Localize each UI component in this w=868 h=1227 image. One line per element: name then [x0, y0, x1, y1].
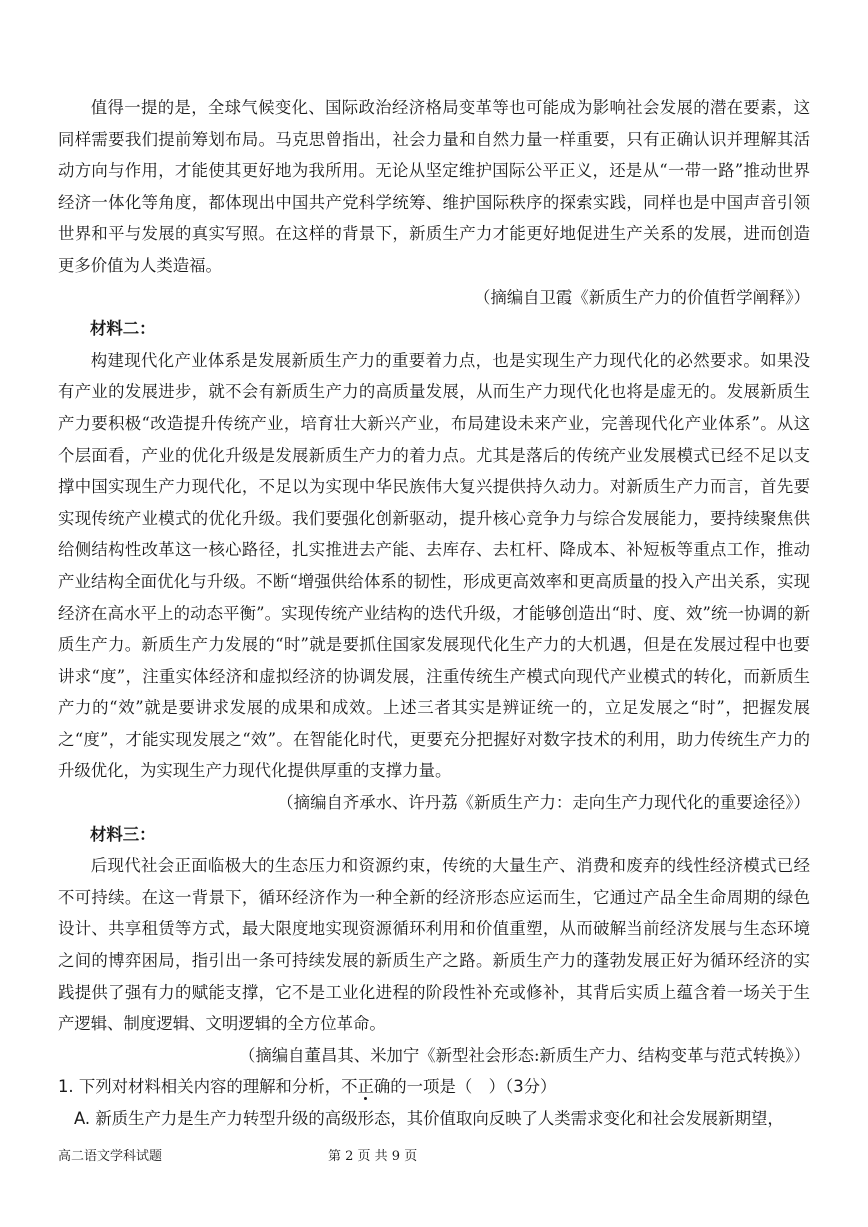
question-1: [58, 1071, 810, 1103]
material2-paragraph: 构建现代化产业体系是发展新质生产力的重要着力点，也是实现生产力现代化的必然要求。如果没有产业的发展进步，就不会有新质生产力的高质量发展，从而生产力现代化也将是虚无的。发展新质生产力要积极“改造提升传统产业，培育壮大新兴产业，布局建设未来产业，完善现代化产业体系”。从这个层面看，产业的优化升级是发展新质生产力的着力点。尤其是落后的传统产业发展模式已经不足以支撑中国实现生产力现代化，不足以为实现中华民族伟大复兴提供持久动力。对新质生产力而言，首先要实现传统产业模式的优化升级。我们要强化创新驱动，提升核心竞争力与综合发展能力，要持续聚焦供给侧结构性改革这一核心路径，扎实推进去产能、去库存、去杠杆、降成本、补短板等重点工作，推动产业结构全面优化与升级。不断“增强供给体系的韧性，形成更高效率和更高质量的投入产出关系，实现经济在高水平上的动态平衡”。实现传统产业结构的迭代升级，才能够创造出“时、度、效”统一协调的新质生产力。新质生产力发展的“时”就是要抓住国家发展现代化生产力的大机遇，但是在发展过程中也要讲求“度”，注重实体经济和虚拟经济的协调发展，注重传统生产模式向现代产业模式的转化，而新质生产力的“效”就是要讲求发展的成果和成效。上述三者其实是辨证统一的，立足发展之“时”，把握发展之“度”，才能实现发展之“效”。在智能化时代，更要充分把握好对数字技术的利用，助力传统生产力的升级优化，为实现生产力现代化提供厚重的支撑力量。: [58, 350, 810, 781]
material3-heading: 材料三：: [90, 824, 156, 844]
material2-source: （摘编自齐承水、许丹荔《新质生产力：走向生产力现代化的重要途径》）: [277, 793, 810, 813]
question-1-option-a: A. 新质生产力是生产力转型升级的高级形态，其价值取向反映了人类需求变化和社会发展新期望，: [74, 1109, 784, 1128]
material1-paragraph: 值得一提的是，全球气候变化、国际政治经济格局变革等也可能成为影响社会发展的潜在要素，这同样需要我们提前筹划布局。马克思曾指出，社会力量和自然力量一样重要，只有正确认识并理解其活动方向与作用，才能使其更好地为我所用。无论从坚定维护国际公平正义，还是从“一带一路”推动世界经济一体化等角度，都体现出中国共产党科学统筹、维护国际秩序的探索实践，同样也是中国声音引领世界和平与发展的真实写照。在这样的背景下，新质生产力才能更好地促进生产关系的发展，进而创造更多价值为人类造福。: [58, 98, 810, 275]
question-1-text-before: 1. 下列对材料相关内容的理解和分析，: [58, 1077, 342, 1097]
footer-page-number: 第 2 页 共 9 页: [328, 1149, 418, 1164]
question-1-text-after: 的一项是（ ）（3分）: [390, 1077, 557, 1097]
material3-source: （摘编自董昌其、米加宁《新型社会形态:新质生产力、结构变革与范式转换》）: [239, 1045, 810, 1065]
material1-source: （摘编自卫霞《新质生产力的价值哲学阐释》）: [473, 287, 810, 307]
exam-content: [58, 92, 810, 1135]
material3-paragraph: 后现代社会正面临极大的生态压力和资源约束，传统的大量生产、消费和废弃的线性经济模式已经不可持续。在这一背景下，循环经济作为一种全新的经济形态应运而生，它通过产品全生命周期的绿色设计、共享租赁等方式，最大限度地实现资源循环利用和价值重塑，从而破解当前经济发展与生态环境之间的博弈困局，指引出一条可持续发展的新质生产之路。新质生产力的蓬勃发展正好为循环经济的实践提供了强有力的赋能支撑，它不是工业化进程的阶段性补充或修补，其背后实质上蕴含着一场关于生产逻辑、制度逻辑、文明逻辑的全方位革命。: [58, 856, 810, 1034]
footer-subject: 高二语文学科试题: [58, 1149, 163, 1164]
question-1-emphasis: 不正确: [341, 1077, 391, 1097]
material2-heading: 材料二：: [90, 319, 156, 339]
